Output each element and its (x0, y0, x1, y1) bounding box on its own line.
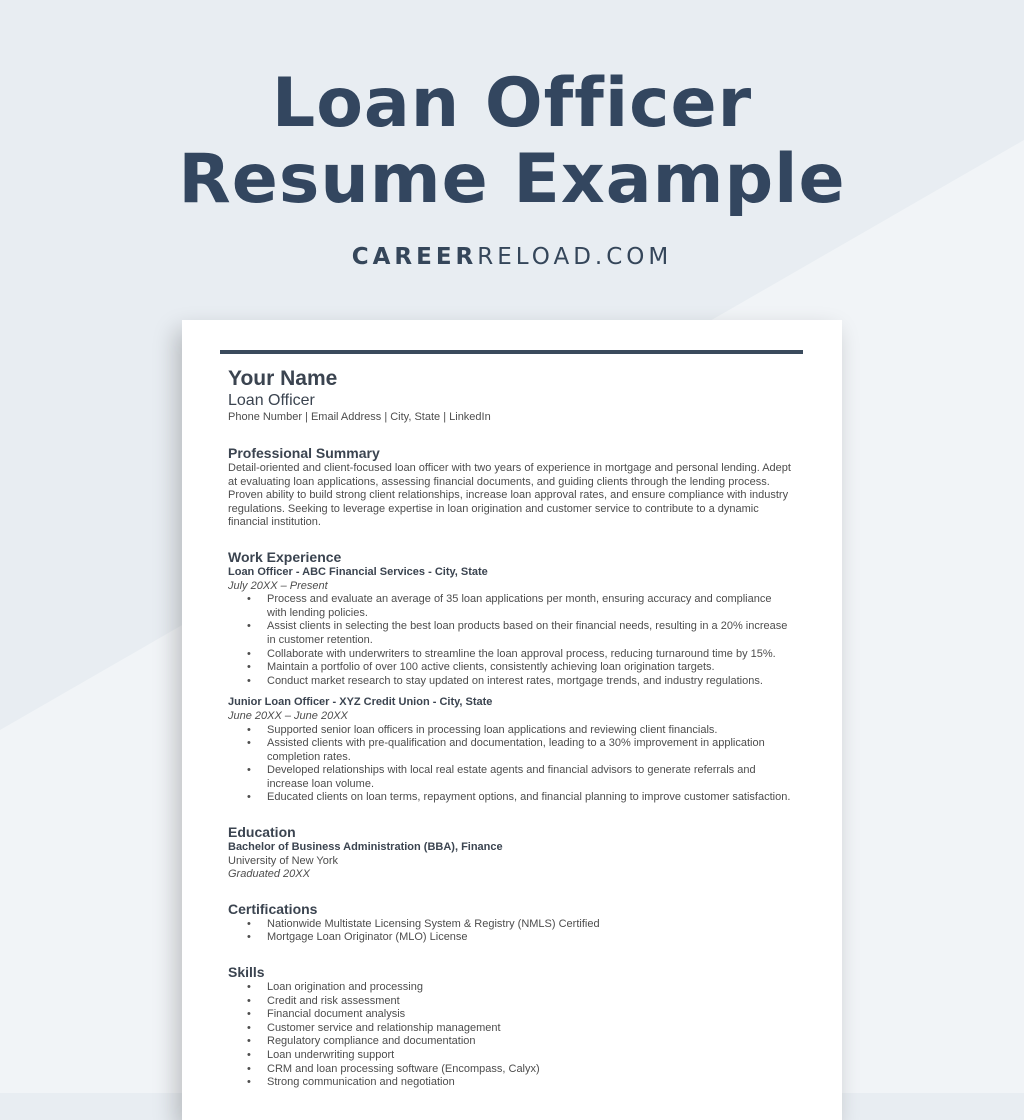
list-item: • Customer service and relationship management (267, 1022, 794, 1036)
list-item: • Regulatory compliance and documentation (267, 1035, 794, 1049)
list-item: • Assisted clients with pre-qualification and documentation, leading to a 30% improvement in application completion rates. (267, 737, 794, 764)
job-bullets (228, 593, 794, 688)
job-entry (228, 566, 794, 688)
contact-line: Phone Number | Email Address | City, State | LinkedIn (228, 411, 491, 423)
list-item: • Collaborate with underwriters to streamline the loan approval process, reducing turnaround time by 15%. (267, 648, 794, 662)
hero-title-line-2: Resume Example (178, 140, 846, 219)
list-item: • Nationwide Multistate Licensing System & Registry (NMLS) Certified (267, 918, 794, 932)
skills-heading: Skills (228, 964, 265, 981)
skills-list (228, 981, 794, 1090)
list-item: • Supported senior loan officers in processing loan applications and reviewing client financials. (267, 724, 794, 738)
list-item: • CRM and loan processing software (Encompass, Calyx) (267, 1063, 794, 1077)
job-dates: June 20XX – June 20XX (228, 709, 348, 722)
hero-title-line-1: Loan Officer (271, 64, 753, 143)
list-item: • Mortgage Loan Originator (MLO) License (267, 931, 794, 945)
job-bullets (228, 724, 794, 806)
certifications-list (228, 918, 794, 945)
list-item: • Financial document analysis (267, 1008, 794, 1022)
list-item: • Loan underwriting support (267, 1049, 794, 1063)
education-graduated: Graduated 20XX (228, 868, 310, 881)
brand-wordmark[interactable] (0, 244, 1024, 270)
job-entry (228, 696, 794, 805)
experience-heading: Work Experience (228, 548, 342, 565)
list-item: • Conduct market research to stay updated on interest rates, mortgage trends, and industry regulations. (267, 675, 794, 689)
list-item: • Loan origination and processing (267, 981, 794, 995)
resume-content (228, 366, 794, 1090)
list-item: • Process and evaluate an average of 35 loan applications per month, ensuring accuracy and compliance with lending policies. (267, 593, 794, 620)
job-title: Junior Loan Officer - XYZ Credit Union - City, State (228, 696, 493, 709)
list-item: • Educated clients on loan terms, repayment options, and financial planning to improve customer satisfaction. (267, 791, 794, 805)
education-school: University of New York (228, 854, 339, 867)
list-item: • Assist clients in selecting the best loan products based on their financial needs, resulting in a 20% increase in customer retention. (267, 620, 794, 647)
summary-text: Detail-oriented and client-focused loan officer with two years of experience in mortgage and personal lending. Adept at evaluating loan applications, assessing financial documents, and guiding clients through the lending process. Proven ability to build strong client relationships, increase loan approval rates, and ensure compliance with industry regulations. Seeking to leverage expertise in loan origination and customer service to contribute to a dynamic financial institution. (228, 462, 791, 529)
brand-bold-text: CAREER (351, 244, 478, 270)
education-degree: Bachelor of Business Administration (BBA), Finance (228, 841, 503, 854)
brand-light-text: RELOAD.COM (477, 244, 673, 270)
list-item: • Strong communication and negotiation (267, 1076, 794, 1090)
education-heading: Education (228, 824, 296, 841)
candidate-name: Your Name (228, 367, 338, 390)
list-item: • Credit and risk assessment (267, 995, 794, 1009)
top-rule-divider (220, 350, 803, 354)
resume-page (182, 320, 842, 1120)
list-item: • Maintain a portfolio of over 100 active clients, consistently achieving loan origination targets. (267, 661, 794, 675)
summary-heading: Professional Summary (228, 445, 380, 461)
list-item: • Developed relationships with local real estate agents and financial advisors to generate referrals and increase loan volume. (267, 764, 794, 791)
job-title: Loan Officer - ABC Financial Services - City, State (228, 565, 488, 578)
job-dates: July 20XX – Present (228, 579, 328, 592)
certifications-heading: Certifications (228, 900, 318, 917)
candidate-role: Loan Officer (228, 392, 315, 409)
